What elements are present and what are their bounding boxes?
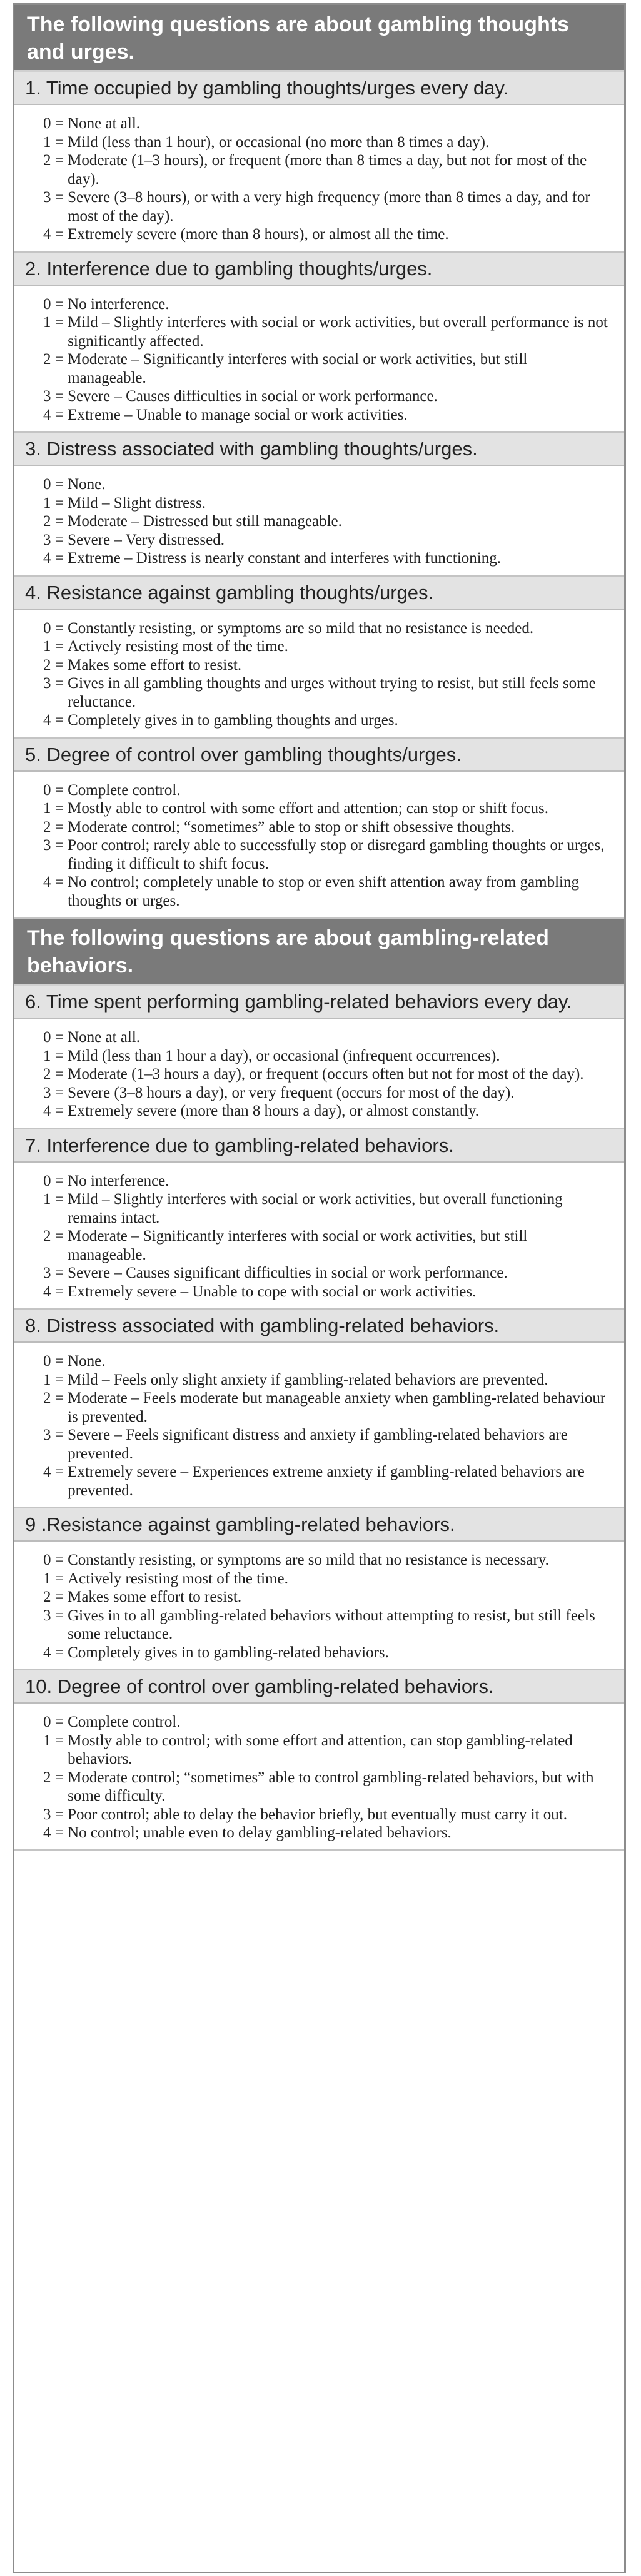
option-text: Severe – Causes significant difficulties in social or work performance.	[68, 1265, 508, 1281]
option-text: Mostly able to control; with some effort and attention, can stop gambling-related behaviors.	[68, 1732, 573, 1767]
question-title: 1. Time occupied by gambling thoughts/urges every day.	[14, 72, 624, 105]
option-text: Moderate control; “sometimes” able to stop or shift obsessive thoughts.	[68, 818, 515, 836]
option-item	[43, 836, 609, 873]
option-text: Mild (less than 1 hour a day), or occasional (infrequent occurrences).	[68, 1047, 500, 1064]
question-options	[14, 610, 624, 739]
option-item	[43, 313, 609, 350]
option-text: Mild – Feels only slight anxiety if gambling-related behaviors are prevented.	[68, 1371, 548, 1388]
question-title: 9 .Resistance against gambling-related behaviors.	[14, 1508, 624, 1542]
question-options	[14, 105, 624, 253]
question-options	[14, 1704, 624, 1851]
option-item	[43, 151, 609, 188]
option-item	[43, 1047, 609, 1066]
option-text: Extremely severe (more than 8 hours), or almost all the time.	[68, 226, 449, 243]
option-item	[43, 1732, 609, 1769]
option-code: 4 =	[43, 1463, 68, 1480]
option-item	[43, 1283, 609, 1301]
option-text: Moderate – Distressed but still manageable.	[68, 513, 342, 530]
option-code: 1 =	[43, 1570, 68, 1587]
option-code: 0 =	[43, 295, 68, 313]
question-title: 4. Resistance against gambling thoughts/urges.	[14, 577, 624, 610]
question-title: 2. Interference due to gambling thoughts/urges.	[14, 253, 624, 286]
option-text: Completely gives in to gambling-related behaviors.	[68, 1644, 389, 1661]
question-options	[14, 286, 624, 433]
option-code: 3 =	[43, 1806, 68, 1823]
option-item	[43, 475, 609, 494]
option-item	[43, 1227, 609, 1264]
option-text: Gives in to all gambling-related behaviors without attempting to resist, but still feels some reluctance.	[68, 1607, 595, 1642]
option-text: Makes some effort to resist.	[68, 656, 242, 674]
option-code: 3 =	[43, 1427, 68, 1443]
option-text: Mild – Slightly interferes with social or work activities, but overall performance is not significantly affected.	[68, 314, 608, 350]
option-code: 2 =	[43, 1589, 68, 1605]
option-text: Makes some effort to resist.	[68, 1589, 242, 1605]
option-code: 4 =	[43, 1103, 68, 1119]
option-code: 1 =	[43, 1191, 68, 1208]
option-text: Constantly resisting, or symptoms are so mild that no resistance is necessary.	[68, 1552, 549, 1568]
option-item	[43, 1172, 609, 1191]
option-code: 4 =	[43, 712, 68, 729]
option-code: 2 =	[43, 1390, 68, 1407]
option-item	[43, 512, 609, 531]
option-code: 3 =	[43, 837, 68, 854]
option-text: Extremely severe – Unable to cope with social or work activities.	[68, 1283, 477, 1300]
option-text: Extremely severe (more than 8 hours a day), or almost constantly.	[68, 1103, 480, 1119]
option-text: None.	[68, 476, 106, 493]
option-item	[43, 1389, 609, 1426]
option-item	[43, 619, 609, 638]
option-code: 1 =	[43, 1371, 68, 1388]
option-item	[43, 387, 609, 406]
option-code: 0 =	[43, 1353, 68, 1370]
question-options	[14, 1343, 624, 1508]
option-code: 0 =	[43, 476, 68, 493]
option-code: 2 =	[43, 513, 68, 530]
option-item	[43, 1713, 609, 1732]
option-item	[43, 549, 609, 568]
option-text: Poor control; able to delay the behavior briefly, but eventually must carry it out.	[68, 1806, 567, 1823]
option-text: Complete control.	[68, 1714, 181, 1730]
question-options	[14, 466, 624, 577]
option-item	[43, 711, 609, 730]
option-text: Moderate control; “sometimes” able to control gambling-related behaviors, but with some difficulty.	[68, 1769, 594, 1804]
option-text: Complete control.	[68, 781, 181, 799]
option-text: Constantly resisting, or symptoms are so mild that no resistance is needed.	[68, 619, 534, 637]
question-title: 6. Time spent performing gambling-related behaviors every day.	[14, 986, 624, 1019]
section-heading: The following questions are about gambling-related behaviors.	[14, 919, 624, 986]
option-item	[43, 799, 609, 818]
option-code: 1 =	[43, 1732, 68, 1749]
option-code: 4 =	[43, 874, 68, 891]
option-code: 0 =	[43, 781, 68, 799]
option-text: Actively resisting most of the time.	[68, 1570, 288, 1587]
option-text: No control; completely unable to stop or even shift attention away from gambling thoughts or urges.	[68, 874, 579, 909]
option-text: Mostly able to control with some effort and attention; can stop or shift focus.	[68, 800, 548, 817]
option-item	[43, 1806, 609, 1824]
option-text: None at all.	[68, 115, 141, 132]
option-text: Severe – Very distressed.	[68, 531, 225, 548]
option-code: 1 =	[43, 133, 68, 151]
option-item	[43, 1028, 609, 1047]
questionnaire-table	[13, 3, 626, 2573]
option-item	[43, 1102, 609, 1121]
option-code: 0 =	[43, 619, 68, 637]
option-code: 3 =	[43, 189, 68, 206]
option-code: 3 =	[43, 675, 68, 692]
option-text: Severe (3–8 hours a day), or very frequent (occurs for most of the day).	[68, 1084, 515, 1101]
option-code: 4 =	[43, 226, 68, 243]
question-title: 5. Degree of control over gambling thoughts/urges.	[14, 739, 624, 772]
option-item	[43, 1769, 609, 1806]
option-text: Moderate – Significantly interferes with social or work activities, but still manageable.	[68, 1228, 528, 1263]
option-text: Moderate – Significantly interferes with social or work activities, but still manageable.	[68, 351, 528, 386]
option-item	[43, 818, 609, 837]
option-code: 4 =	[43, 1824, 68, 1841]
question-options	[14, 1542, 624, 1670]
option-code: 4 =	[43, 1283, 68, 1300]
option-text: No interference.	[68, 295, 169, 313]
option-item	[43, 637, 609, 656]
option-code: 0 =	[43, 1714, 68, 1730]
option-item	[43, 188, 609, 225]
option-code: 3 =	[43, 531, 68, 548]
option-text: Mild – Slight distress.	[68, 494, 206, 512]
option-code: 2 =	[43, 656, 68, 674]
option-item	[43, 674, 609, 711]
option-item	[43, 1352, 609, 1371]
option-code: 0 =	[43, 1029, 68, 1046]
question-options	[14, 1163, 624, 1310]
option-item	[43, 1824, 609, 1842]
option-code: 1 =	[43, 800, 68, 817]
option-code: 3 =	[43, 1084, 68, 1101]
option-item	[43, 1264, 609, 1283]
option-code: 2 =	[43, 818, 68, 836]
option-text: No interference.	[68, 1172, 169, 1190]
option-code: 1 =	[43, 494, 68, 512]
option-code: 3 =	[43, 1607, 68, 1624]
option-item	[43, 114, 609, 133]
option-code: 3 =	[43, 1265, 68, 1281]
option-code: 1 =	[43, 638, 68, 655]
option-item	[43, 133, 609, 152]
section-heading: The following questions are about gambling thoughts and urges.	[14, 5, 624, 72]
option-item	[43, 1190, 609, 1227]
option-item	[43, 781, 609, 800]
option-text: No control; unable even to delay gambling-related behaviors.	[68, 1824, 452, 1841]
option-code: 2 =	[43, 1769, 68, 1786]
option-item	[43, 1065, 609, 1084]
option-code: 0 =	[43, 115, 68, 132]
option-item	[43, 406, 609, 425]
option-item	[43, 1426, 609, 1463]
option-text: Moderate – Feels moderate but manageable anxiety when gambling-related behaviour is prevented.	[68, 1390, 606, 1425]
option-item	[43, 656, 609, 675]
option-code: 0 =	[43, 1172, 68, 1190]
option-code: 2 =	[43, 1066, 68, 1083]
option-item	[43, 494, 609, 513]
option-item	[43, 1570, 609, 1589]
option-item	[43, 1371, 609, 1390]
option-text: Severe – Feels significant distress and anxiety if gambling-related behaviors are prevented.	[68, 1427, 568, 1462]
option-text: Moderate (1–3 hours a day), or frequent (occurs often but not for most of the day).	[68, 1066, 584, 1083]
option-code: 0 =	[43, 1552, 68, 1568]
option-text: None at all.	[68, 1029, 141, 1046]
option-item	[43, 873, 609, 910]
option-item	[43, 1644, 609, 1662]
option-text: Moderate (1–3 hours), or frequent (more than 8 times a day, but not for most of the day).	[68, 152, 587, 188]
option-code: 1 =	[43, 314, 68, 331]
option-item	[43, 350, 609, 387]
option-code: 4 =	[43, 1644, 68, 1661]
option-item	[43, 295, 609, 314]
option-item	[43, 225, 609, 244]
question-options	[14, 1019, 624, 1129]
option-text: Mild (less than 1 hour), or occasional (no more than 8 times a day).	[68, 133, 490, 151]
option-text: Poor control; rarely able to successfully stop or disregard gambling thoughts or urges, finding it difficult to shift focus.	[68, 837, 605, 872]
question-title: 8. Distress associated with gambling-related behaviors.	[14, 1310, 624, 1343]
option-text: Extreme – Unable to manage social or work activities.	[68, 406, 408, 423]
option-text: Actively resisting most of the time.	[68, 638, 288, 655]
option-code: 2 =	[43, 152, 68, 169]
option-text: Severe (3–8 hours), or with a very high frequency (more than 8 times a day, and for most of the day).	[68, 189, 590, 225]
option-text: Extreme – Distress is nearly constant and interferes with functioning.	[68, 550, 501, 567]
option-code: 4 =	[43, 406, 68, 423]
option-text: Mild – Slightly interferes with social or work activities, but overall functioning remains intact.	[68, 1191, 563, 1226]
option-code: 3 =	[43, 388, 68, 405]
question-title: 10. Degree of control over gambling-related behaviors.	[14, 1670, 624, 1704]
question-title: 3. Distress associated with gambling thoughts/urges.	[14, 433, 624, 466]
option-text: Severe – Causes difficulties in social or work performance.	[68, 388, 438, 405]
option-item	[43, 1588, 609, 1607]
option-text: None.	[68, 1353, 106, 1370]
option-item	[43, 531, 609, 550]
option-code: 2 =	[43, 351, 68, 368]
option-text: Extremely severe – Experiences extreme anxiety if gambling-related behaviors are prevented.	[68, 1463, 585, 1499]
option-item	[43, 1084, 609, 1103]
option-code: 2 =	[43, 1228, 68, 1245]
option-item	[43, 1463, 609, 1500]
option-code: 1 =	[43, 1047, 68, 1064]
option-text: Completely gives in to gambling thoughts and urges.	[68, 712, 398, 729]
option-item	[43, 1551, 609, 1570]
option-text: Gives in all gambling thoughts and urges without trying to resist, but still feels some reluctance.	[68, 675, 596, 710]
question-title: 7. Interference due to gambling-related behaviors.	[14, 1129, 624, 1163]
question-options	[14, 772, 624, 919]
option-code: 4 =	[43, 550, 68, 567]
option-item	[43, 1607, 609, 1644]
